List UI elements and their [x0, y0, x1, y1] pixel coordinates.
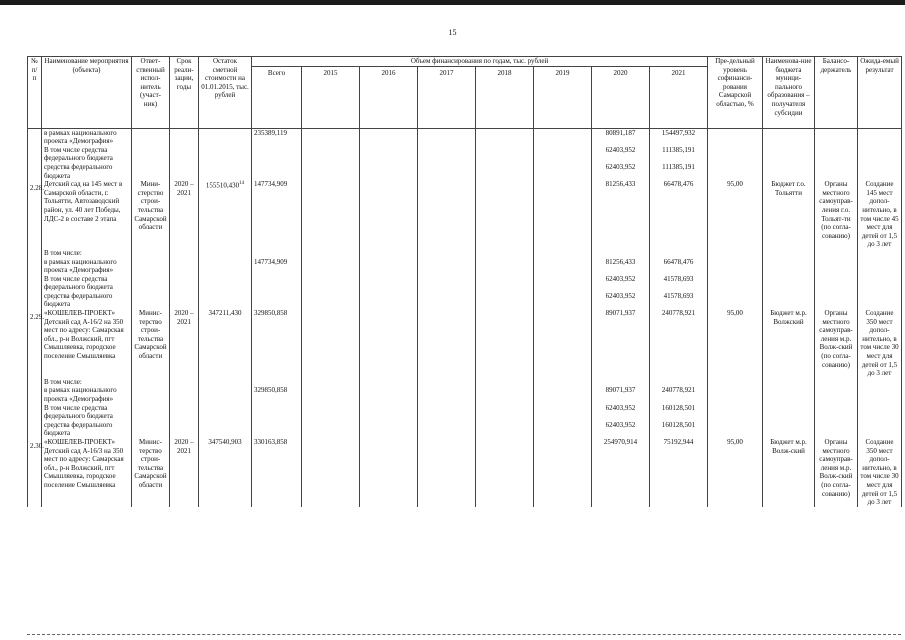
top-border-bar	[0, 0, 905, 5]
blank-cell	[815, 421, 858, 438]
blank-cell	[815, 404, 858, 421]
remaining-cell	[199, 292, 252, 309]
year-cell	[476, 146, 534, 163]
period-cell	[170, 378, 199, 387]
year-2021-cell: 66478,476	[650, 258, 708, 275]
row-number	[28, 163, 42, 180]
total-cell: 329850,858	[252, 309, 302, 378]
year-cell	[534, 292, 592, 309]
row-label: В том числе средства федерального бюджета	[42, 275, 132, 292]
blank-cell	[708, 249, 763, 258]
year-cell	[302, 438, 360, 507]
table-header	[28, 57, 902, 129]
year-cell	[302, 128, 360, 146]
blank-cell	[815, 292, 858, 309]
remaining-cell	[199, 163, 252, 180]
blank-cell	[708, 378, 763, 387]
blank-cell	[763, 128, 815, 146]
responsible-cell: Минис-терство строи-тельства Самарской области	[132, 438, 170, 507]
remaining-cell	[199, 378, 252, 387]
table-row	[28, 249, 902, 258]
period-cell	[170, 421, 199, 438]
year-cell	[360, 275, 418, 292]
table-row	[28, 275, 902, 292]
remaining-cell	[199, 309, 252, 378]
year-cell	[302, 309, 360, 378]
row-label: В том числе средства федерального бюджета	[42, 146, 132, 163]
financing-table	[27, 56, 902, 507]
header-remaining: Остаток сметной стоимости на 01.01.2015, тыс. рублей	[199, 57, 252, 129]
year-cell	[360, 404, 418, 421]
blank-cell	[815, 378, 858, 387]
year-cell	[418, 386, 476, 403]
total-cell	[252, 249, 302, 258]
row-number: 2.28.	[28, 180, 42, 249]
blank-cell	[858, 163, 902, 180]
remaining-cell	[199, 180, 252, 249]
year-cell	[360, 386, 418, 403]
blank-cell	[858, 249, 902, 258]
blank-cell	[763, 421, 815, 438]
year-2021-cell: 240778,921	[650, 309, 708, 378]
year-cell	[534, 386, 592, 403]
level-cell: 95,00	[708, 309, 763, 378]
year-cell	[418, 146, 476, 163]
table-row-object	[28, 438, 902, 507]
responsible-cell	[132, 292, 170, 309]
year-cell	[360, 163, 418, 180]
year-2020-cell: 81256,433	[592, 258, 650, 275]
year-2020-cell: 62403,952	[592, 404, 650, 421]
year-2021-cell: 111385,191	[650, 146, 708, 163]
year-cell	[302, 421, 360, 438]
year-2020-cell: 62403,952	[592, 275, 650, 292]
responsible-cell	[132, 275, 170, 292]
year-cell	[476, 386, 534, 403]
remaining-cell	[199, 438, 252, 507]
header-budget: Наименова-ние бюджета муници-пального образования – получателя субсидии	[763, 57, 815, 129]
year-cell	[418, 128, 476, 146]
responsible-cell	[132, 128, 170, 146]
blank-cell	[708, 292, 763, 309]
total-cell: 147734,909	[252, 258, 302, 275]
header-responsible: Ответ-ственный испол-нитель (участ-ник)	[132, 57, 170, 129]
responsible-cell: Мини-стерство строи-тельства Самарской области	[132, 180, 170, 249]
period-cell	[170, 386, 199, 403]
blank-cell	[763, 404, 815, 421]
page-number: 15	[448, 28, 457, 37]
remaining-cell	[199, 128, 252, 146]
year-cell	[302, 146, 360, 163]
header-funding: Объем финансирования по годам, тыс. рублей	[252, 57, 708, 67]
period-cell	[170, 128, 199, 146]
year-cell	[418, 309, 476, 378]
year-cell	[476, 292, 534, 309]
blank-cell	[763, 378, 815, 387]
blank-cell	[708, 275, 763, 292]
responsible-cell	[132, 163, 170, 180]
blank-cell	[763, 386, 815, 403]
period-cell	[170, 404, 199, 421]
row-label: средства федерального бюджета	[42, 163, 132, 180]
year-cell	[360, 421, 418, 438]
year-2021-cell	[650, 378, 708, 387]
header-result: Ожида-емый результат	[858, 57, 902, 129]
year-cell	[476, 421, 534, 438]
year-cell	[534, 378, 592, 387]
table-row	[28, 146, 902, 163]
total-cell	[252, 163, 302, 180]
remaining-value: 347211,430	[208, 309, 242, 318]
remaining-value: 347540,903	[208, 437, 242, 446]
year-cell	[360, 180, 418, 249]
year-2020-cell: 89071,937	[592, 386, 650, 403]
remaining-cell	[199, 386, 252, 403]
year-cell	[418, 421, 476, 438]
year-cell	[534, 275, 592, 292]
year-2020-cell: 62403,952	[592, 163, 650, 180]
year-cell	[534, 163, 592, 180]
holder-cell: Органы местного самоуправ-ления м.р. Волж-ский (по согла-сованию)	[815, 309, 858, 378]
total-cell	[252, 421, 302, 438]
remaining-cell	[199, 275, 252, 292]
blank-cell	[708, 386, 763, 403]
row-number	[28, 275, 42, 292]
object-name: «КОШЕЛЕВ-ПРОЕКТ» Детский сад А-16/2 на 350 мест по адресу: Самарская обл., р-н Волжский, пгт Смышляевка, городское поселение Смышляевка	[42, 309, 132, 378]
bottom-cut-line	[27, 634, 901, 635]
result-cell: Создание 350 мест допол-нительно, в том числе 30 мест для детей от 1,5 до 3 лет	[858, 438, 902, 507]
year-2020-cell	[592, 249, 650, 258]
blank-cell	[708, 128, 763, 146]
blank-cell	[815, 258, 858, 275]
year-2020-cell: 80891,187	[592, 128, 650, 146]
year-cell	[418, 404, 476, 421]
year-cell	[418, 163, 476, 180]
year-2021-cell: 160128,501	[650, 404, 708, 421]
table-row	[28, 163, 902, 180]
blank-cell	[858, 386, 902, 403]
year-2020-cell: 62403,952	[592, 292, 650, 309]
row-label: В том числе:	[42, 378, 132, 387]
total-cell: 329850,858	[252, 386, 302, 403]
level-cell: 95,00	[708, 180, 763, 249]
table-row	[28, 421, 902, 438]
year-cell	[360, 146, 418, 163]
blank-cell	[815, 275, 858, 292]
year-cell	[534, 258, 592, 275]
period-cell	[170, 163, 199, 180]
row-label: в рамках национального проекта «Демография»	[42, 128, 132, 146]
remaining-cell	[199, 146, 252, 163]
year-cell	[476, 258, 534, 275]
year-cell	[302, 292, 360, 309]
responsible-cell: Минис-терство строи-тельства Самарской области	[132, 309, 170, 378]
year-cell	[476, 404, 534, 421]
blank-cell	[708, 404, 763, 421]
year-cell	[302, 378, 360, 387]
year-2021-cell: 75192,944	[650, 438, 708, 507]
blank-cell	[815, 249, 858, 258]
period-cell	[170, 249, 199, 258]
row-number	[28, 386, 42, 403]
header-year: 2017	[418, 66, 476, 128]
level-cell: 95,00	[708, 438, 763, 507]
row-label: средства федерального бюджета	[42, 292, 132, 309]
period-cell: 2020 – 2021	[170, 309, 199, 378]
blank-cell	[858, 292, 902, 309]
year-2021-cell: 41578,693	[650, 292, 708, 309]
row-number: 2.29.	[28, 309, 42, 378]
blank-cell	[708, 163, 763, 180]
row-number: 2.30.	[28, 438, 42, 507]
year-cell	[476, 249, 534, 258]
row-number	[28, 421, 42, 438]
table-row	[28, 404, 902, 421]
year-2021-cell	[650, 249, 708, 258]
year-cell	[476, 180, 534, 249]
result-cell: Создание 145 мест допол-нительно, в том числе 45 мест для детей от 1,5 до 3 лет	[858, 180, 902, 249]
total-cell	[252, 146, 302, 163]
year-cell	[418, 180, 476, 249]
year-2021-cell: 240778,921	[650, 386, 708, 403]
total-cell	[252, 404, 302, 421]
year-2020-cell: 62403,952	[592, 421, 650, 438]
object-name: «КОШЕЛЕВ-ПРОЕКТ» Детский сад А-16/3 на 350 мест по адресу: Самарская обл., р-н Волжский, пгт Смышляевка, городское поселение Смышляевка	[42, 438, 132, 507]
header-holder: Балансо-держатель	[815, 57, 858, 129]
blank-cell	[858, 404, 902, 421]
row-number	[28, 404, 42, 421]
period-cell: 2020 – 2021	[170, 180, 199, 249]
blank-cell	[815, 163, 858, 180]
year-cell	[418, 249, 476, 258]
result-cell: Создание 350 мест допол-нительно, в том числе 30 мест для детей от 1,5 до 3 лет	[858, 309, 902, 378]
object-name: Детский сад на 145 мест в Самарской области, г. Тольятти, Автозаводский район, ул. 40 лет Победы, ЛДС-2 в составе 2 этапа	[42, 180, 132, 249]
remaining-cell	[199, 421, 252, 438]
total-cell: 235389,119	[252, 128, 302, 146]
table-row	[28, 128, 902, 146]
year-cell	[360, 378, 418, 387]
blank-cell	[763, 292, 815, 309]
period-cell: 2020 – 2021	[170, 438, 199, 507]
blank-cell	[708, 146, 763, 163]
year-cell	[418, 292, 476, 309]
responsible-cell	[132, 249, 170, 258]
year-cell	[418, 378, 476, 387]
blank-cell	[815, 386, 858, 403]
holder-cell: Органы местного самоуправ-ления м.р. Волж-ский (по согла-сованию)	[815, 438, 858, 507]
header-year: 2021	[650, 66, 708, 128]
header-year: 2018	[476, 66, 534, 128]
row-number	[28, 128, 42, 146]
header-year: 2015	[302, 66, 360, 128]
year-cell	[360, 258, 418, 275]
year-cell	[534, 180, 592, 249]
year-cell	[302, 404, 360, 421]
year-cell	[360, 438, 418, 507]
total-cell: 330163,858	[252, 438, 302, 507]
responsible-cell	[132, 421, 170, 438]
table-row-object	[28, 309, 902, 378]
responsible-cell	[132, 378, 170, 387]
table-row	[28, 378, 902, 387]
year-cell	[360, 309, 418, 378]
row-number	[28, 378, 42, 387]
year-cell	[360, 249, 418, 258]
year-2020-cell: 81256,433	[592, 180, 650, 249]
blank-cell	[815, 128, 858, 146]
responsible-cell	[132, 146, 170, 163]
year-cell	[476, 378, 534, 387]
row-label: в рамках национального проекта «Демография»	[42, 258, 132, 275]
year-2020-cell: 62403,952	[592, 146, 650, 163]
year-2020-cell: 254970,914	[592, 438, 650, 507]
year-cell	[476, 163, 534, 180]
year-2021-cell: 66478,476	[650, 180, 708, 249]
period-cell	[170, 292, 199, 309]
budget-cell: Бюджет м.р. Волжский	[763, 309, 815, 378]
year-cell	[302, 386, 360, 403]
row-label: В том числе средства федерального бюджета	[42, 404, 132, 421]
year-cell	[534, 438, 592, 507]
year-cell	[534, 404, 592, 421]
table-body	[28, 128, 902, 507]
header-level: Пре-дельный уровень софинанси-рования Самарской областью, %	[708, 57, 763, 129]
total-cell: 147734,909	[252, 180, 302, 249]
blank-cell	[858, 146, 902, 163]
budget-cell: Бюджет г.о. Тольятти	[763, 180, 815, 249]
blank-cell	[708, 258, 763, 275]
year-cell	[360, 292, 418, 309]
holder-cell: Органы местного самоуправ-ления г.о. Тольят-ти (по согла-сованию)	[815, 180, 858, 249]
year-cell	[476, 128, 534, 146]
remaining-cell	[199, 249, 252, 258]
row-label: В том числе:	[42, 249, 132, 258]
blank-cell	[858, 378, 902, 387]
responsible-cell	[132, 258, 170, 275]
row-number	[28, 258, 42, 275]
header-name: Наименование мероприятия (объекта)	[42, 57, 132, 129]
blank-cell	[858, 128, 902, 146]
blank-cell	[763, 163, 815, 180]
footnote-mark: 14	[239, 181, 245, 187]
year-cell	[418, 438, 476, 507]
year-cell	[534, 128, 592, 146]
blank-cell	[763, 258, 815, 275]
row-number	[28, 292, 42, 309]
blank-cell	[858, 258, 902, 275]
table-row	[28, 386, 902, 403]
year-cell	[418, 275, 476, 292]
period-cell	[170, 275, 199, 292]
header-total: Всего	[252, 66, 302, 128]
header-year: 2020	[592, 66, 650, 128]
table-row	[28, 292, 902, 309]
year-cell	[534, 421, 592, 438]
year-2020-cell: 89071,937	[592, 309, 650, 378]
year-2021-cell: 41578,693	[650, 275, 708, 292]
budget-cell: Бюджет м.р. Волж-ский	[763, 438, 815, 507]
header-num: № п/п	[28, 57, 42, 129]
remaining-cell	[199, 404, 252, 421]
remaining-value: 155510,430	[205, 181, 240, 190]
year-cell	[302, 275, 360, 292]
blank-cell	[858, 275, 902, 292]
row-label: средства федерального бюджета	[42, 421, 132, 438]
year-cell	[302, 180, 360, 249]
blank-cell	[708, 421, 763, 438]
responsible-cell	[132, 386, 170, 403]
year-2021-cell: 160128,501	[650, 421, 708, 438]
period-cell	[170, 146, 199, 163]
year-cell	[302, 163, 360, 180]
header-year: 2016	[360, 66, 418, 128]
year-cell	[360, 128, 418, 146]
blank-cell	[858, 421, 902, 438]
year-2021-cell: 111385,191	[650, 163, 708, 180]
table-row-object	[28, 180, 902, 249]
row-number	[28, 146, 42, 163]
total-cell	[252, 378, 302, 387]
period-cell	[170, 258, 199, 275]
total-cell	[252, 275, 302, 292]
blank-cell	[763, 249, 815, 258]
remaining-cell	[199, 258, 252, 275]
total-cell	[252, 292, 302, 309]
year-cell	[476, 275, 534, 292]
row-number	[28, 249, 42, 258]
year-cell	[476, 309, 534, 378]
year-cell	[418, 258, 476, 275]
year-2020-cell	[592, 378, 650, 387]
blank-cell	[763, 275, 815, 292]
responsible-cell	[132, 404, 170, 421]
table-row	[28, 258, 902, 275]
year-cell	[534, 146, 592, 163]
header-year: 2019	[534, 66, 592, 128]
year-cell	[302, 258, 360, 275]
year-cell	[534, 249, 592, 258]
year-cell	[302, 249, 360, 258]
row-label: в рамках национального проекта «Демография»	[42, 386, 132, 403]
year-2021-cell: 154497,932	[650, 128, 708, 146]
blank-cell	[763, 146, 815, 163]
header-period: Срок реали-зации, годы	[170, 57, 199, 129]
year-cell	[476, 438, 534, 507]
year-cell	[534, 309, 592, 378]
blank-cell	[815, 146, 858, 163]
